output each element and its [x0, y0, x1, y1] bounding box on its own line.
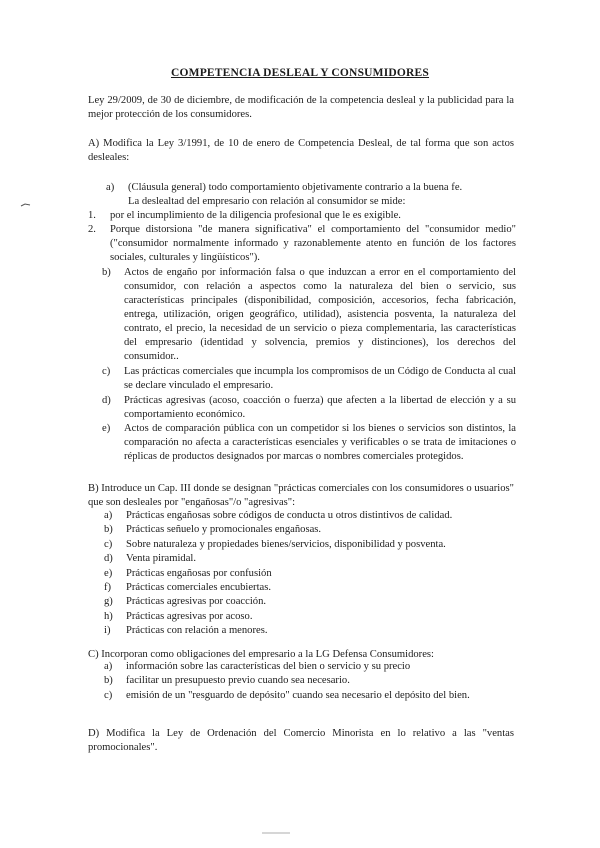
item-label: c) [104, 689, 113, 701]
item-text: Prácticas agresivas por acoso. [126, 610, 253, 622]
item-label: b) [104, 524, 113, 536]
item-text: Prácticas comerciales encubiertas. [126, 582, 272, 594]
scan-mark-icon [20, 200, 32, 206]
item-label [106, 195, 128, 209]
scan-artifact-divider [262, 832, 290, 834]
item-label: g) [104, 596, 113, 608]
list-item [104, 552, 514, 566]
item-label: d) [102, 394, 111, 406]
item-text: Sobre naturaleza y propiedades bienes/servicios, disponibilidad y posventa. [126, 538, 446, 550]
list-item [104, 674, 516, 688]
item-text: Prácticas con relación a menores. [126, 625, 268, 637]
list-item [102, 365, 516, 393]
section-a-list [88, 181, 516, 464]
list-item [104, 538, 514, 552]
list-item [106, 195, 516, 209]
item-text: Prácticas engañosas sobre códigos de conducta u otros distintivos de calidad. [126, 510, 453, 521]
list-item [104, 509, 514, 523]
item-text: facilitar un presupuesto previo cuando sea necesario. [126, 675, 350, 687]
item-text: información sobre las características del bien o servicio y su precio [126, 661, 411, 672]
list-item [104, 660, 516, 674]
item-label: 1. [88, 209, 96, 221]
section-a-heading: A) Modifica la Ley 3/1991, de 10 de enero de Competencia Desleal, de tal forma que son actos desleales: [88, 138, 514, 163]
list-item [102, 266, 516, 364]
intro-paragraph: Ley 29/2009, de 30 de diciembre, de modificación de la competencia desleal y la publicidad para la mejor protección de los consumidores. [88, 95, 514, 120]
item-text: por el incumplimiento de la diligencia profesional que le es exigible. [110, 209, 401, 221]
item-label: e) [104, 567, 113, 579]
item-label: d) [104, 553, 113, 565]
item-label: a) [104, 510, 113, 521]
list-item [102, 394, 516, 422]
item-text: Prácticas engañosas por confusión [126, 567, 272, 579]
item-label: b) [102, 266, 111, 278]
list-item [104, 624, 514, 638]
item-label: b) [104, 675, 113, 687]
list-item [104, 567, 514, 581]
item-text: Actos de comparación pública con un competidor si los bienes o servicios son distintos, la comparación no afecta a características esenciales y verificables o se trata de imitaciones o réplicas de productos designados por marcas o nombres comerciales protegidos. [124, 423, 516, 463]
item-text: Venta piramidal. [126, 553, 197, 565]
item-label: h) [104, 610, 113, 622]
item-text: Prácticas agresivas por coacción. [126, 596, 267, 608]
item-text: Porque distorsiona "de manera significativa" el comportamiento del "consumidor medio" ("consumidor normalmente informado y razonablemente atento en función de los factores sociales, culturales y lingüísticos"). [110, 223, 516, 263]
item-text: emisión de un "resguardo de depósito" cuando sea necesario el depósito del bien. [126, 689, 470, 701]
item-text: Prácticas agresivas (acoso, coacción o fuerza) que afecten a la libertad de elección y a su comportamiento económico. [124, 394, 516, 420]
item-label: a) [106, 182, 115, 193]
list-item [104, 581, 514, 595]
item-text: Las prácticas comerciales que incumpla los compromisos de un Código de Conducta al cual se declare vinculado el empresario. [124, 365, 516, 391]
section-c-list [104, 660, 516, 703]
item-label: c) [104, 538, 113, 550]
item-label: c) [102, 365, 111, 377]
list-item [106, 181, 516, 195]
item-text: Prácticas señuelo y promocionales engañosas. [126, 524, 322, 536]
list-item [88, 209, 516, 223]
section-b-heading: B) Introduce un Cap. III donde se designan "prácticas comerciales con los consumidores o usuarios" que son desleales por "engañosas"/o "agresivas": [88, 483, 514, 508]
list-item [104, 689, 516, 703]
section-d-heading: D) Modifica la Ley de Ordenación del Comercio Minorista en lo relativo a las "ventas promocionales". [88, 728, 514, 753]
document-title: COMPETENCIA DESLEAL Y CONSUMIDORES [170, 67, 430, 79]
item-label: i) [104, 625, 111, 637]
item-label: e) [102, 423, 111, 435]
section-c-heading: C) Incorporan como obligaciones del empresario a la LG Defensa Consumidores: [88, 649, 434, 660]
list-item [88, 223, 516, 265]
item-text: La deslealtad del empresario con relación al consumidor se mide: [128, 195, 406, 207]
section-b-list [104, 509, 514, 639]
list-item [104, 523, 514, 537]
item-label: a) [104, 661, 113, 672]
list-item [104, 595, 514, 609]
list-item [102, 422, 516, 464]
item-label: f) [104, 582, 112, 594]
item-text: (Cláusula general) todo comportamiento objetivamente contrario a la buena fe. [128, 182, 463, 193]
item-text: Actos de engaño por información falsa o que induzcan a error en el comportamiento del consumidor, con relación a aspectos como la naturaleza del bien o servicio, sus características principales (disponibilidad, composición, accesorios, fecha fabricación, entrega, utilización, origen geográfico, utilidad), asistencia posventa, la naturaleza del contrato, el precio, la necesidad de un servicio o pieza complementaria, las características del empresario (identidad y solvencia, premios y distinciones), los derechos del consumidor.. [124, 266, 516, 362]
item-label: 2. [88, 223, 96, 235]
list-item [104, 610, 514, 624]
